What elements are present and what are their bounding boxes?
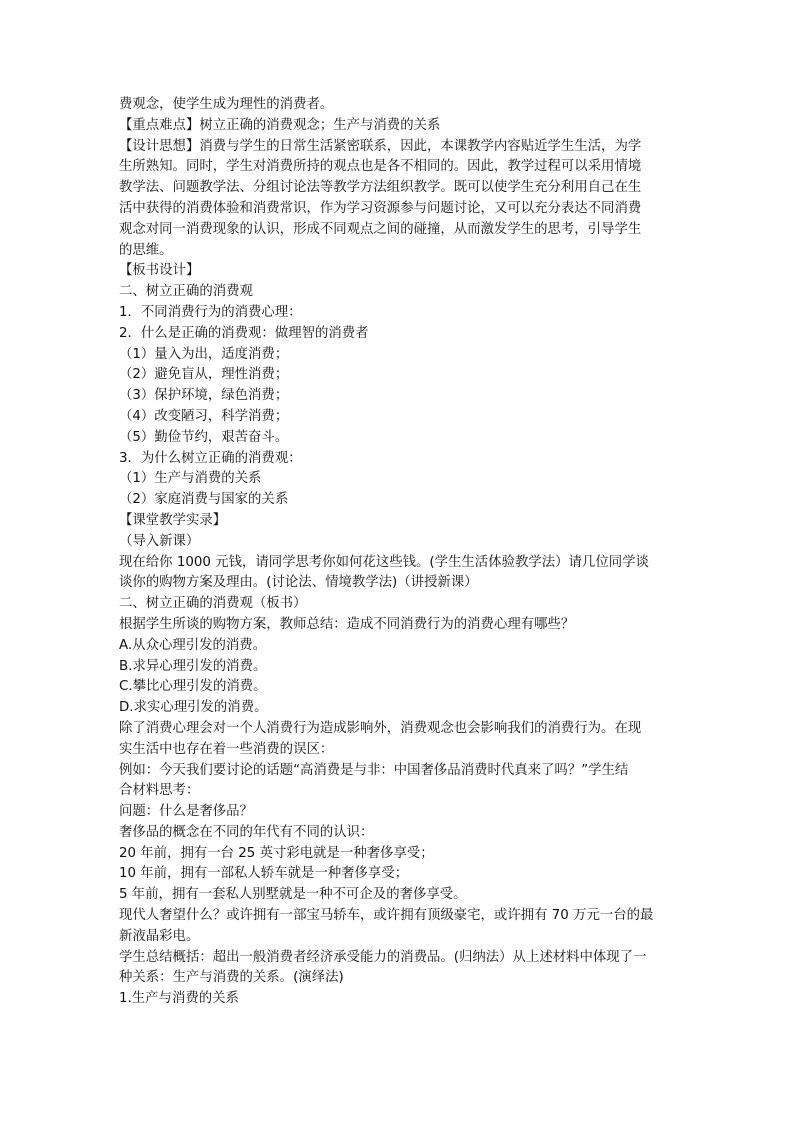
list-item: （4）改变陋习，科学消费； xyxy=(119,408,289,424)
text-line: 现在给你 1000 元钱，请同学思考你如何花这些钱。(学生生活体验教学法）请几位同学谈 xyxy=(119,554,649,570)
text-line: 种关系：生产与消费的关系。(演绎法) xyxy=(119,970,344,986)
text-line: 合材料思考： xyxy=(119,783,200,799)
list-item: （2）避免盲从，理性消费； xyxy=(119,367,289,383)
text-line: 观念对同一消费现象的认识，形成不同观点之间的碰撞，从而激发学生的思考，引导学生 xyxy=(119,221,642,237)
section-heading-key-points: 【重点难点】树立正确的消费观念；生产与消费的关系 xyxy=(119,117,441,133)
text-line: 现代人奢望什么？或许拥有一部宝马轿车，或许拥有顶级豪宅，或许拥有 70 万元一台的最 xyxy=(119,908,654,924)
list-item: 20 年前，拥有一台 25 英寸彩电就是一种奢侈享受； xyxy=(119,845,434,861)
text-line: 实生活中也存在着一些消费的误区： xyxy=(119,741,334,757)
text-line: 二、树立正确的消费观（板书） xyxy=(119,596,307,612)
list-item: （1）量入为出，适度消费； xyxy=(119,346,289,362)
text-line: 除了消费心理会对一个人消费行为造成影响外，消费观念也会影响我们的消费行为。在现 xyxy=(119,720,642,736)
text-line: 二、树立正确的消费观 xyxy=(119,284,253,300)
list-item: （2）家庭消费与国家的关系 xyxy=(119,492,289,508)
section-heading-class-record: 【课堂教学实录】 xyxy=(119,512,227,528)
list-item: 5 年前，拥有一套私人别墅就是一种不可企及的奢侈享受。 xyxy=(119,887,467,903)
text-line: 奢侈品的概念在不同的年代有不同的认识： xyxy=(119,824,374,840)
section-heading-board-design: 【板书设计】 xyxy=(119,263,200,279)
text-line: 教学法、问题教学法、分组讨论法等教学方法组织教学。既可以使学生充分利用自己在生 xyxy=(119,180,642,196)
text-line: 根据学生所谈的购物方案，教师总结：造成不同消费行为的消费心理有哪些？ xyxy=(119,616,575,632)
text-line: （导入新课） xyxy=(119,533,200,549)
text-line: 问题：什么是奢侈品？ xyxy=(119,804,253,820)
list-item: 2．什么是正确的消费观：做理智的消费者 xyxy=(119,325,369,341)
text-line: 的思维。 xyxy=(119,242,173,258)
text-line: 新液晶彩电。 xyxy=(119,928,200,944)
list-item: 10 年前，拥有一部私人轿车就是一种奢侈享受； xyxy=(119,866,409,882)
list-item: （1）生产与消费的关系 xyxy=(119,471,262,487)
list-item: B.求异心理引发的消费。 xyxy=(119,658,267,674)
list-item: D.求实心理引发的消费。 xyxy=(119,700,268,716)
text-line: 【设计思想】消费与学生的日常生活紧密联系，因此，本课教学内容贴近学生生活，为学 xyxy=(119,138,642,154)
text-line: 1.生产与消费的关系 xyxy=(119,991,239,1007)
text-line: 生所熟知。同时，学生对消费所持的观点也是各不相同的。因此，教学过程可以采用情境 xyxy=(119,159,642,175)
list-item: C.攀比心理引发的消费。 xyxy=(119,679,267,695)
list-item: A.从众心理引发的消费。 xyxy=(119,637,267,653)
list-item: 3．为什么树立正确的消费观： xyxy=(119,450,302,466)
document-body xyxy=(119,95,684,1010)
list-item: （5）勤俭节约，艰苦奋斗。 xyxy=(119,429,289,445)
text-line: 活中获得的消费体验和消费常识，作为学习资源参与问题讨论，又可以充分表达不同消费 xyxy=(119,200,642,216)
text-line: 学生总结概括：超出一般消费者经济承受能力的消费品。(归纳法）从上述材料中体现了一 xyxy=(119,949,647,965)
text-line: 例如：今天我们要讨论的话题“高消费是与非：中国奢侈品消费时代真来了吗？”学生结 xyxy=(119,762,629,778)
list-item: （3）保护环境，绿色消费； xyxy=(119,388,289,404)
text-line: 谈你的购物方案及理由。(讨论法、情境教学法)（讲授新课） xyxy=(119,575,478,591)
list-item: 1．不同消费行为的消费心理： xyxy=(119,304,302,320)
text-line: 费观念，使学生成为理性的消费者。 xyxy=(119,97,334,112)
